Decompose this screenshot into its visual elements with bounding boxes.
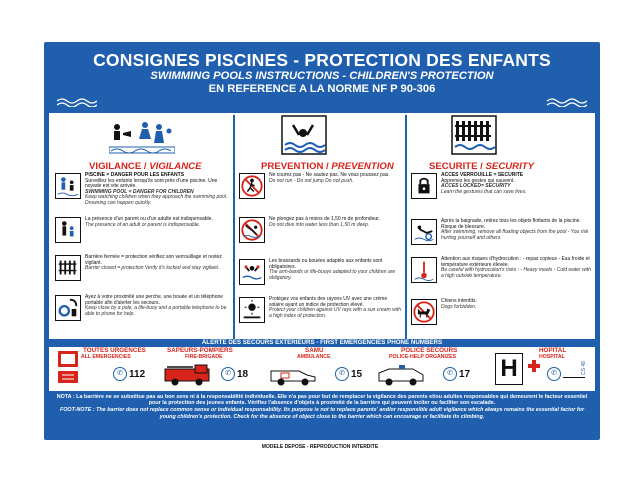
emergency-hospital-sub: HOSPITAL	[539, 354, 565, 360]
emergency-all-title: TOUTES URGENCES	[83, 347, 146, 354]
locked-access-icon	[411, 173, 437, 199]
emergency-police	[373, 347, 489, 390]
prevention-text	[269, 297, 403, 323]
emergency-header: ALERTE DES SECOURS EXTERIEURS - FIRST EMERGENCIES PHONE NUMBERS	[49, 339, 595, 347]
prevention-title: PREVENTION / PREVENTION	[261, 161, 394, 172]
wave-left-icon	[57, 97, 97, 107]
security-title: SECURITE / SECURITY	[429, 161, 535, 172]
security-text	[441, 219, 591, 245]
emergency-all	[53, 347, 159, 390]
note-fr: NOTA : La barrière ne se substitue pas au bon sens ni à la responsabilité individuelle. Elle n'a pas pour but de remplacer la vigilance des parents et/ou adultes responsables qui demeurent le facteur essentiel pour la protection des jeunes enfants. Vérifiez l'absence d'objets à proximité de la barrière qui peuvent inciter ou faciliter son escalade.	[56, 394, 588, 407]
text-en: Keep watching children when they approach the swimming pool. Drowning can happen quickly.	[85, 194, 228, 206]
security-title-fr: SECURITE	[429, 161, 478, 172]
no-diving-icon	[239, 217, 265, 243]
text-fr: Surveillez les enfants lorsqu'ils sont près d'une piscine. Une noyade est vite arrivée.	[85, 177, 218, 190]
text-fr: Ne plongez pas à moins de 1,50 m de profondeur.	[269, 216, 380, 222]
emergency-police-number: 17	[459, 369, 471, 380]
text-en-bold: SWIMMING POOL = DANGER FOR CHILDREN	[85, 188, 194, 195]
red-cross-icon	[527, 359, 541, 373]
vigilance-title-fr: VIGILANCE	[89, 161, 142, 172]
footer-text: MODELE DEPOSE - REPRODUCTION INTERDITE	[261, 444, 379, 450]
emergency-ambulance	[265, 347, 373, 390]
text-fr: Apprenez les gestes qui sauvent.	[441, 177, 515, 184]
text-fr: Barrière fermée = protection vérifiez son verrouillage et restez vigilant.	[85, 254, 222, 266]
column-divider	[233, 115, 235, 341]
notes-panel	[49, 391, 595, 435]
armbands-icon	[239, 259, 265, 285]
security-text	[441, 299, 477, 325]
sun-protection-icon	[239, 297, 265, 323]
prevention-text	[269, 259, 403, 285]
text-fr: Les brassards ou bouées adaptés aux enfants sont obligatoires.	[269, 258, 383, 270]
vigilance-row	[55, 255, 231, 281]
emergency-ambulance-number: 15	[351, 369, 363, 380]
phone-icon: ✆	[113, 367, 127, 381]
text-en: Learn the gestures that can save lives.	[441, 188, 527, 195]
phone-icon: ✆	[221, 367, 235, 381]
hydrocution-icon	[411, 257, 437, 283]
emergency-ambulance-title: SAMU	[305, 347, 324, 354]
adult-presence-icon	[55, 217, 81, 243]
phone-icon: ✆	[335, 367, 349, 381]
emergency-ambulance-sub: AMBULANCE	[297, 354, 331, 360]
text-en: Protect your children against UV rays with a sun cream with a high index of protection.	[269, 307, 401, 319]
ambulance-icon	[269, 363, 319, 387]
title-fr: CONSIGNES PISCINES - PROTECTION DES ENFANTS	[93, 50, 551, 70]
security-title-en: SECURITY	[485, 161, 535, 172]
emergency-fire-sub: FIRE-BRIGADE	[185, 354, 223, 360]
wave-right-icon	[547, 97, 587, 107]
text-en: Dogs forbidden.	[441, 303, 477, 310]
text-fr: Ayez à votre proximité une perche, une bouée et un téléphone portable afin d'alerter les secours.	[85, 294, 224, 306]
text-fr: Attention aux risques d'hydrocution : - repas copieux - Eau froide et température extérieure élevée.	[441, 256, 590, 268]
lifebuoy-phone-icon	[55, 295, 81, 321]
emergency-hospital-title: HOPITAL	[539, 347, 567, 354]
emergency-all-number: 112	[129, 369, 146, 380]
security-text	[441, 257, 591, 283]
text-en: The arm-bands or life-buoys adapted to your children are obligatory.	[269, 269, 396, 281]
vigilance-text	[85, 217, 213, 243]
column-divider	[405, 115, 407, 341]
text-fr-bold: ACCES VERROUILLE = SECURITE	[441, 172, 524, 178]
police-car-icon	[377, 363, 427, 387]
security-row	[411, 173, 591, 199]
prevention-row	[239, 173, 403, 199]
emergency-all-sub: ALL EMERGENCIES	[81, 354, 131, 360]
norm-reference: EN REFERENCE A LA NORME NF P 90-306	[208, 83, 436, 95]
security-row	[411, 257, 591, 283]
text-fr: La présence d'un parent ou d'un adulte est indispensable.	[85, 216, 213, 222]
sign-header	[49, 47, 595, 113]
prevention-text	[269, 217, 380, 243]
emergency-police-sub: POLICE-HELP ORGANIZES	[389, 354, 457, 360]
vigilance-text	[85, 173, 231, 207]
emergency-fire-title: SAPEURS-POMPIERS	[167, 347, 233, 354]
emergency-fire-number: 18	[237, 369, 249, 380]
text-fr: Protégez vos enfants des rayons UV avec une crème solaire ayant un indice de protection élevé.	[269, 296, 388, 308]
prevention-row	[239, 297, 403, 323]
text-en: Be careful with hydrocution's risks : - Heavy meals - Cold water with a high outside temperature.	[441, 267, 591, 279]
vigilance-row	[55, 295, 231, 321]
hospital-sign-icon: H	[495, 353, 523, 385]
closed-barrier-icon	[55, 255, 81, 281]
text-en: Barrier closed = protection Verify it's locked and stay vigilant.	[85, 265, 220, 272]
vigilance-header-icon	[109, 117, 175, 157]
security-text	[441, 173, 527, 199]
note-en: FOOT-NOTE : The barrier does not replace common sense or individual responsability. Its purpose is not to replace parents' and/or responsible adult vigilance which always remains the essential factor for young children's protection. Check for the absence of object close to the barrier which can encourage or facilitate its climbing.	[59, 407, 585, 420]
no-running-icon	[239, 173, 265, 199]
vigilance-text	[85, 295, 231, 321]
phone-icon: ✆	[547, 367, 561, 381]
text-fr: Ne courez pas - Ne sautez pas. Ne vous poussez pas.	[269, 172, 390, 178]
security-row	[411, 299, 591, 325]
security-header-icon	[451, 115, 497, 155]
text-en: Do not dive into water less than 1,50 m deep.	[269, 221, 370, 228]
text-fr-bold: PISCINE = DANGER POUR LES ENFANTS	[85, 172, 185, 178]
prevention-text	[269, 173, 390, 199]
prevention-title-en: PREVENTION	[331, 161, 394, 172]
vigilance-title-en: VIGILANCE	[149, 161, 202, 172]
vigilance-title: VIGILANCE / VIGILANCE	[89, 161, 202, 172]
emergency-phone-icon	[55, 349, 81, 385]
remove-floats-icon	[411, 219, 437, 245]
product-code: CS 48	[580, 361, 587, 375]
vigilance-row	[55, 217, 231, 243]
text-en: Keep close by a pole, a life-buoy and a portable telephone to be able to phone for help.	[85, 305, 227, 317]
vigilance-row	[55, 173, 231, 207]
hospital-number-line	[563, 377, 585, 378]
supervision-icon	[55, 173, 81, 199]
no-dogs-icon	[411, 299, 437, 325]
title-en: SWIMMING POOLS INSTRUCTIONS - CHILDREN'S PROTECTION	[150, 70, 494, 82]
phone-icon: ✆	[443, 367, 457, 381]
emergency-fire	[159, 347, 265, 390]
text-fr: Chiens interdits.	[441, 298, 477, 304]
prevention-row	[239, 217, 403, 243]
security-row	[411, 219, 591, 245]
prevention-row	[239, 259, 403, 285]
text-en: The presence of an adult or parent is indispensable.	[85, 221, 201, 228]
prevention-header-icon	[281, 115, 327, 155]
sign-panel	[44, 42, 600, 440]
fire-truck-icon	[163, 363, 213, 387]
prevention-title-fr: PREVENTION	[261, 161, 324, 172]
text-fr: Après la baignade, retirez tous les objets flottants de la piscine. Risque de blessure.	[441, 218, 581, 230]
text-en: Do not run - Do not jump Do not push.	[269, 177, 354, 184]
text-en-bold: ACCES LOCKED= SECURITY	[441, 183, 511, 190]
vigilance-text	[85, 255, 231, 281]
emergency-hospital	[489, 347, 591, 390]
emergency-police-title: POLICE SECOURS	[401, 347, 458, 354]
text-en: After swimming, remove all floating objects from the pool - You risk hurting yourself and others.	[441, 229, 589, 241]
